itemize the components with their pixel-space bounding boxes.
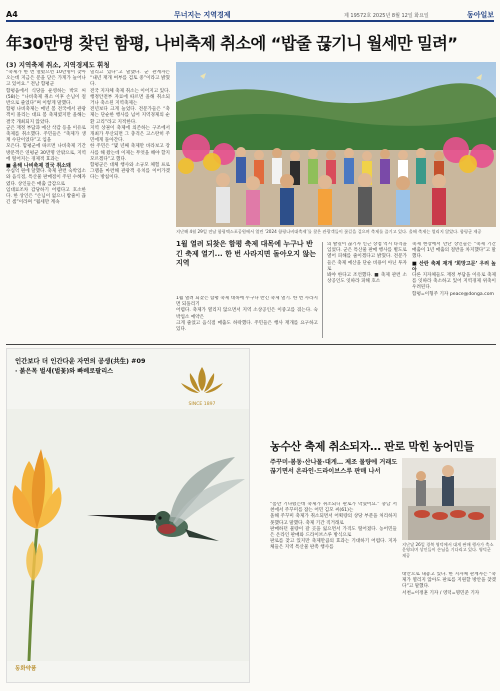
article-column-1 xyxy=(6,70,86,340)
article-column-2 xyxy=(90,70,170,340)
article-line: 대안으로 내놓고 있다. 한 지자체 관계자는 “축제가 열리지 않아도 판로를 지원할 방안을 찾겠다”고 말했다. xyxy=(402,572,496,590)
photo-caption: 지난해 4월 29일 전남 함평엑스포공원에서 열린 ‘2024 함평나비대축제’를 찾은 관광객들이 꽃길을 걸으며 축제를 즐기고 있다. 올해 축제는 열리지 않았다. 함평군 제공 xyxy=(176,229,482,234)
article-line: 함평 나비축제는 매년 봄 전국에서 관광객이 몰리는 대표 봄 축제였지만 올해는 결국 개최되지 않았다. xyxy=(6,107,86,125)
article-line: 한 주민은 “몇 년째 축제만 바라보고 장사를 해 왔는데 이제는 무엇을 해야 할지 모르겠다”고 했다. xyxy=(90,144,170,162)
section-title: 무너지는 지역경제 xyxy=(174,11,231,19)
ad-since: SINCE 1897 xyxy=(188,402,216,407)
festival-crowd-image xyxy=(176,62,496,227)
byline: 서천=이정훈 기자 / 영덕=명민준 기자 xyxy=(402,590,480,596)
section-divider xyxy=(6,344,496,345)
article-line: 수십억 원에 달했다. 축제 관련 숙박업소와 음식점, 특산물 판매점이 주된 수혜자였다. 상인들은 매출 급감으로 xyxy=(6,169,86,187)
article-line: 1월 열려 되찾은 함평 축제 대목에 누구나 반긴 축제 열기. 한 번 사라지면 되돌리기 xyxy=(176,296,318,308)
article-line: 함평군은 대체 행사와 소규모 체험 프로그램을 마련해 관광객 유치를 이어가겠다는 방침이다. xyxy=(90,163,170,181)
middle-column-right xyxy=(327,242,407,342)
right-article-column-1 xyxy=(270,502,397,682)
pull-quote: 1월 열려 되찾은 함평 축제 대목에 누구나 반긴 축제 열기... 한 번 사라지면 돌아오지 않는 지역 xyxy=(176,240,316,267)
article-line: 크게 줄었고 음식점 매출도 하락했다. 주민들은 행사 재개를 요구하고 있다. xyxy=(176,320,318,333)
article-line: 전국 지자체 축제 취소는 이어지고 있다. 행정안전부 자료에 따르면 올해 취소되거나 축소된 지역축제는 xyxy=(90,88,170,107)
article-line: 판로를 찾고 있지만 축제만큼의 효과는 기대하기 어렵다. 지자체들은 지역 특산물 판촉 행사를 xyxy=(270,539,397,551)
article-line: 봐야 한다고 조언했다. ■ 축제 관련 소상공인도 잇따라 피해 호소 xyxy=(327,273,407,285)
article-line: 모은다. 함평군에 따르면 나비축제 기간 방문객은 연평균 30만명 안팎으로, 지역에 떨어지는 경제적 효과는 xyxy=(6,144,86,162)
article-line: 다른 지자체들도 재정 부담을 이유로 축제를 잇따라 축소하고 있어 지역경제 위축이 우려된다. xyxy=(412,273,496,291)
headline: 年30만명 찾던 함평, 나비축제 취소에 “밥줄 끊기니 월세만 밀려” xyxy=(6,34,458,53)
market-photo xyxy=(402,458,496,540)
ad-subtitle: · 붉은목 벌새(벌꽃)와 빠베로팔리스 xyxy=(15,368,114,375)
festival-photo xyxy=(176,62,496,227)
article-line: “축제가 한 번 열렸으면 10만명이 찾아오는데 지금은 문을 닫은 가게가 늘어나고 있어요.” 전남 함평군 xyxy=(6,70,86,88)
article-subhead: 주꾸미·봄동·산나물·대게… 제조 물량에 거래도 끊기면서 온라인·드라이브스루 판매 나서 xyxy=(270,459,398,475)
byline: 함평=이형주 기자 peace@donga.com xyxy=(412,291,494,297)
article-line: 어렵다. 축제가 열리지 않으면서 지역 소상공인은 이중고를 겪는다. 숙박업소 예약은 xyxy=(176,308,318,320)
column-divider xyxy=(322,242,323,338)
middle-column-left xyxy=(176,296,318,342)
issue-date: 제 19572호 2025년 8월 12일 화요일 xyxy=(344,13,429,19)
hummingbird-flower-image xyxy=(7,409,250,661)
article-mid-heading: ■ 올해 나비축제 결국 취소돼 xyxy=(6,163,71,170)
article-line: 지역 상권이 축제에 의존하는 구조에서 개최가 무산되면 그 충격은 고스란히 주민에게 돌아간다. xyxy=(90,125,170,144)
article-line: 군은 재정 부담과 예산 삭감 등을 이유로 축제를 취소했다. 주민들은 “축제가 생계 수단이었다”고 입을 xyxy=(6,125,86,144)
article-line: 올해 주꾸미 축제가 취소되면서 어획량의 상당 부분을 처리하지 못했다고 말했다. 축제 기간 직거래로 xyxy=(270,514,397,526)
ad-logo: 동화약품 xyxy=(15,666,37,672)
article-line: 함평읍에서 식당을 운영하는 박모 씨(58)는 “나비축제 취소 이후 손님이 절반으로 줄었다”며 이렇게 말했다. xyxy=(6,88,86,107)
article-line: “봄만 기다렸는데 축제가 취소되니 판로가 막혔어요.” 충남 서천에서 주꾸미를 잡는 어민 김모 씨(61)는 xyxy=(270,502,397,514)
article-line: 임대료조차 감당하기 어렵다고 호소한다. 한 상인은 “손님이 없으니 밥줄이 끊긴 셈”이라며 “월세만 계속 xyxy=(6,187,86,206)
photo-caption: 지난달 26일 경북 영덕에서 대게 판매 행사가 축소 운영되며 상인들이 손님을 기다리고 있다. 영덕군 제공 xyxy=(402,542,494,558)
page-number: A4 xyxy=(6,10,18,19)
newspaper-logo: 동아일보 xyxy=(466,11,494,19)
page-header-strip xyxy=(6,10,494,22)
advertisement xyxy=(6,348,250,683)
article-line: 축제 현장에서 만난 상인들은 “축제 기간 매출이 1년 매출의 절반을 차지했다”고 말했다. xyxy=(412,242,496,260)
article-line: 밀리고 있다”고 말했다. 군 관계자는 “내년 재개 여부를 검토 중”이라고 밝혔다. xyxy=(90,70,170,88)
article-title: 농수산 축제 취소되자… 판로 막힌 농어민들 xyxy=(270,440,474,453)
article-line: 판매하던 물량이 갈 곳을 잃으면서 가격도 떨어졌다. 농어민들은 온라인 판매와 드라이브스루 방식으로 xyxy=(270,526,397,539)
article-subhead: (3) 지역축제 취소, 지역경제도 휘청 xyxy=(6,61,110,69)
article-line: 의 발길이 끊기자 인근 상점 역시 타격을 입었다. 군은 특산물 판매 행사를 별도로 xyxy=(327,242,407,254)
right-article-column-2 xyxy=(402,572,496,682)
article-line: 전년보다 크게 늘었다. 전문가들은 “축제는 단순한 행사를 넘어 지역경제의 순환 고리”라고 지적한다. xyxy=(90,107,170,125)
article-mid-heading: ■ 산란 축제 재개 ‘희망고문’ 우려 높아 xyxy=(412,260,496,273)
article-line: 열어 피해를 줄이겠다고 밝혔다. 전문가들은 축제 예산을 단순 비용이 아닌 투자로 xyxy=(327,254,407,272)
right-column xyxy=(412,242,496,342)
ad-title: 인간보다 더 인간다운 자연의 공생(共生) #09 xyxy=(15,357,146,365)
